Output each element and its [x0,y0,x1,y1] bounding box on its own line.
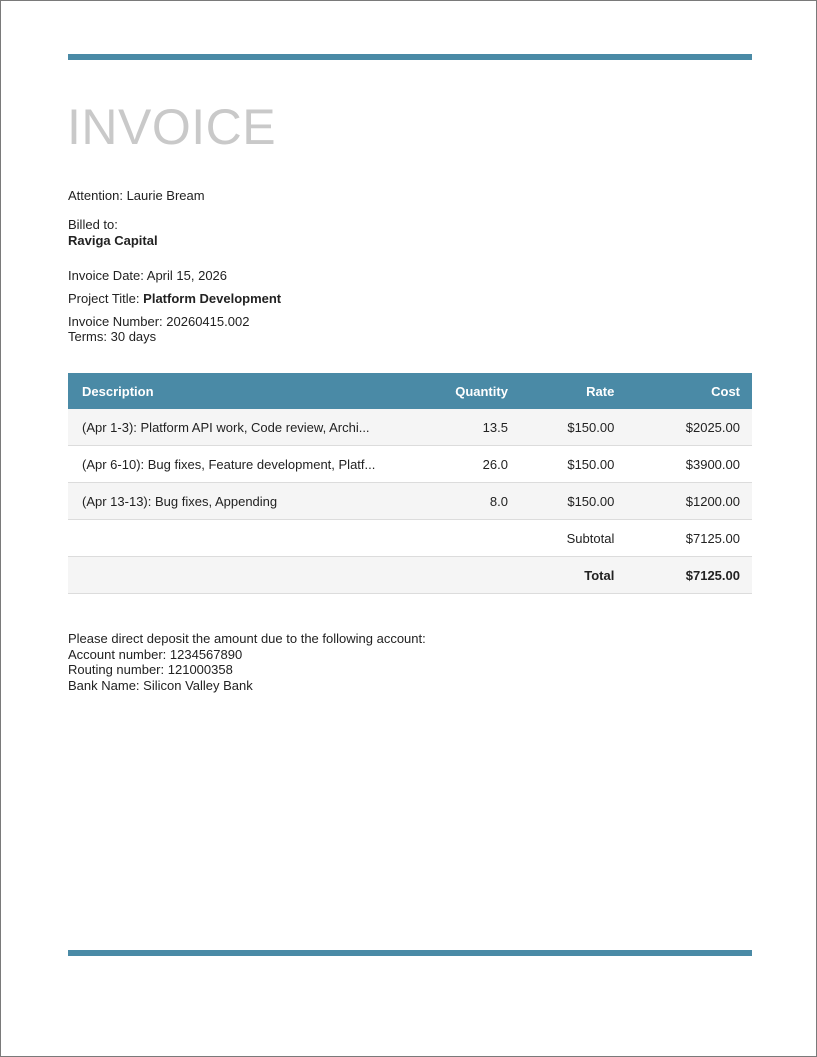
invoice-title: INVOICE [67,99,277,155]
attention-name: Laurie Bream [126,188,205,203]
row-quantity: 26.0 [407,446,508,483]
subtotal-label: Subtotal [508,520,614,557]
project-title: Platform Development [143,291,282,306]
total-row [68,557,752,594]
invoice-number-label: Invoice Number: [68,314,163,329]
subtotal-row [68,520,752,557]
row-quantity: 8.0 [407,483,508,520]
row-description: (Apr 1-3): Platform API work, Code review, Archi... [68,409,407,446]
payment-instructions-text: Please direct deposit the amount due to the following account: [68,631,426,646]
row-cost: $1200.00 [614,483,752,520]
row-rate: $150.00 [508,483,614,520]
subtotal-value: $7125.00 [614,520,752,557]
row-quantity: 13.5 [407,409,508,446]
project-title-label: Project Title: [68,291,140,306]
invoice-number: 20260415.002 [166,314,250,329]
account-number: 1234567890 [169,646,243,662]
header-quantity: Quantity [407,373,508,409]
top-accent-rule [68,54,752,60]
billed-to-label: Billed to: [68,217,118,232]
attention-label: Attention: [68,188,123,203]
routing-number-label: Routing number: [68,662,165,677]
invoice-date-label: Invoice Date: [68,268,144,283]
billed-to-name: Raviga Capital [68,233,158,248]
table-row [68,409,752,446]
table-header-row [68,373,752,409]
invoice-date-line [68,268,227,284]
row-description: (Apr 13-13): Bug fixes, Appending [68,483,407,520]
routing-number-line [68,662,426,678]
attention-line [68,188,205,204]
account-number-line [68,647,426,663]
terms-line [68,329,156,345]
bank-name-line [68,678,426,694]
row-cost: $2025.00 [614,409,752,446]
line-items-table [68,373,752,594]
account-number-label: Account number: [68,646,167,662]
invoice-date: April 15, 2026 [146,268,228,283]
bank-name-label: Bank Name: [68,677,140,693]
payment-instructions [68,631,426,693]
row-rate: $150.00 [508,409,614,446]
header-description: Description [68,373,407,409]
table-row [68,446,752,483]
row-cost: $3900.00 [614,446,752,483]
routing-number: 121000358 [167,662,233,677]
terms-label: Terms: [68,329,107,344]
table-row [68,483,752,520]
project-title-line [68,291,281,307]
total-value: $7125.00 [614,557,752,594]
bottom-accent-rule [68,950,752,956]
bank-name: Silicon Valley Bank [143,677,253,693]
terms-value: 30 days [110,329,157,344]
invoice-number-line [68,314,249,330]
row-rate: $150.00 [508,446,614,483]
header-rate: Rate [508,373,614,409]
header-cost: Cost [614,373,752,409]
total-label: Total [508,557,614,594]
row-description: (Apr 6-10): Bug fixes, Feature development, Platf... [68,446,407,483]
